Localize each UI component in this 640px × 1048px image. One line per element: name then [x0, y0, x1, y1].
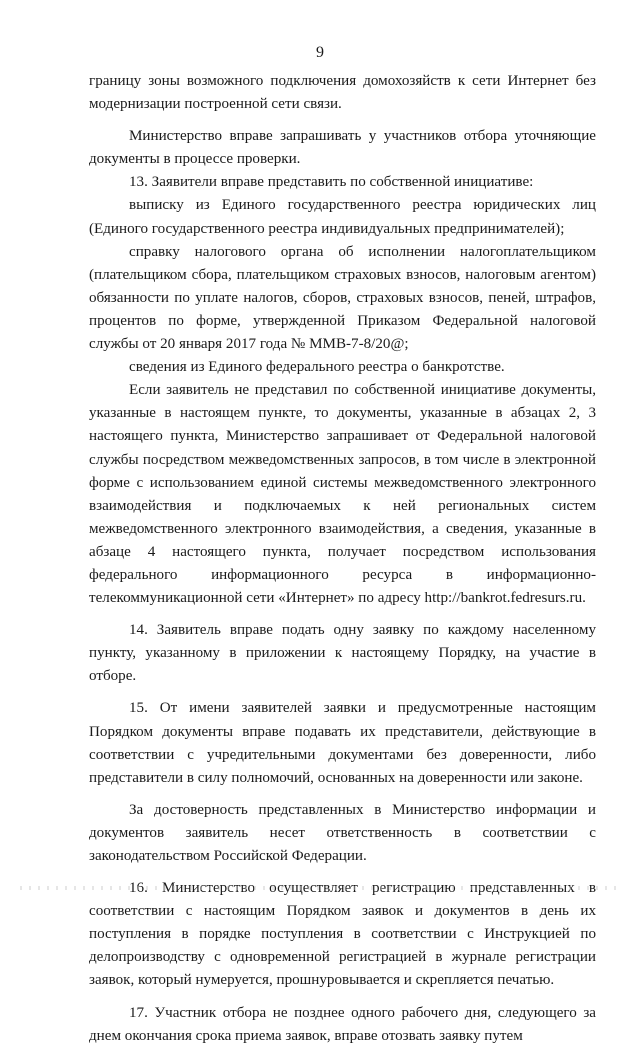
paragraph: сведения из Единого федерального реестра о банкротстве.	[129, 359, 505, 376]
paragraph: 17. Участник отбора не позднее одного рабочего дня, следующего за днем окончания срока приема заявок, вправе отозвать заявку путем	[89, 1004, 596, 1044]
paragraph: За достоверность представленных в Министерство информации и документов заявитель несет ответственность в соответствии с законодательством Российской Федерации.	[89, 801, 596, 864]
paragraph: 16. Министерство осуществляет регистрацию представленных в соответствии с настоящим Порядком заявок и документов в день их поступления в порядке поступления в соответствии с Инструкцией по делопроизводству с одновременной регистрацией в журнале регистрации заявок, который нумеруется, прошнуровывается и скрепляется печатью.	[89, 880, 596, 989]
paragraph: Министерство вправе запрашивать у участников отбора уточняющие документы в процессе проверки.	[89, 128, 596, 168]
document-body	[89, 70, 596, 1048]
scan-artifact-strip	[20, 886, 620, 890]
paragraph: Если заявитель не представил по собственной инициативе документы, указанные в настоящем пункте, то документы, указанные в абзацах 2, 3 настоящего пункта, Министерство запрашивает от Федеральной налоговой службы посредством межведомственных запросов, в том числе в электронной форме с использованием единой системы межведомственного электронного взаимодействия и подключаемых к ней региональных систем межведомственного электронного взаимодействия, а сведения, указанные в абзаце 4 настоящего пункта, получает посредством использования федерального информационного ресурса в информационно-телекоммуникационной сети «Интернет» по адресу http://bankrot.fedresurs.ru.	[89, 382, 596, 607]
paragraph: 14. Заявитель вправе подать одну заявку по каждому населенному пункту, указанному в приложении к настоящему Порядку, на участие в отборе.	[89, 622, 596, 685]
paragraph: справку налогового органа об исполнении налогоплательщиком (плательщиком сбора, плательщиком страховых взносов, налоговым агентом) обязанности по уплате налогов, сборов, страховых взносов, пеней, штрафов, процентов по форме, утвержденной Приказом Федеральной налоговой службы от 20 января 2017 года № ММВ-7-8/20@;	[89, 243, 596, 353]
paragraph: 15. От имени заявителей заявки и предусмотренные настоящим Порядком документы вправе подавать их представители, действующие в соответствии с учредительными документами без доверенности, либо представители в силу полномочий, основанных на доверенности или законе.	[89, 700, 596, 786]
paragraph: границу зоны возможного подключения домохозяйств к сети Интернет без модернизации построенной сети связи.	[89, 73, 596, 113]
paragraph: 13. Заявители вправе представить по собственной инициативе:	[129, 174, 534, 191]
page-number: 9	[316, 44, 324, 61]
paragraph: выписку из Единого государственного реестра юридических лиц (Единого государственного реестра индивидуальных предпринимателей);	[89, 197, 596, 237]
